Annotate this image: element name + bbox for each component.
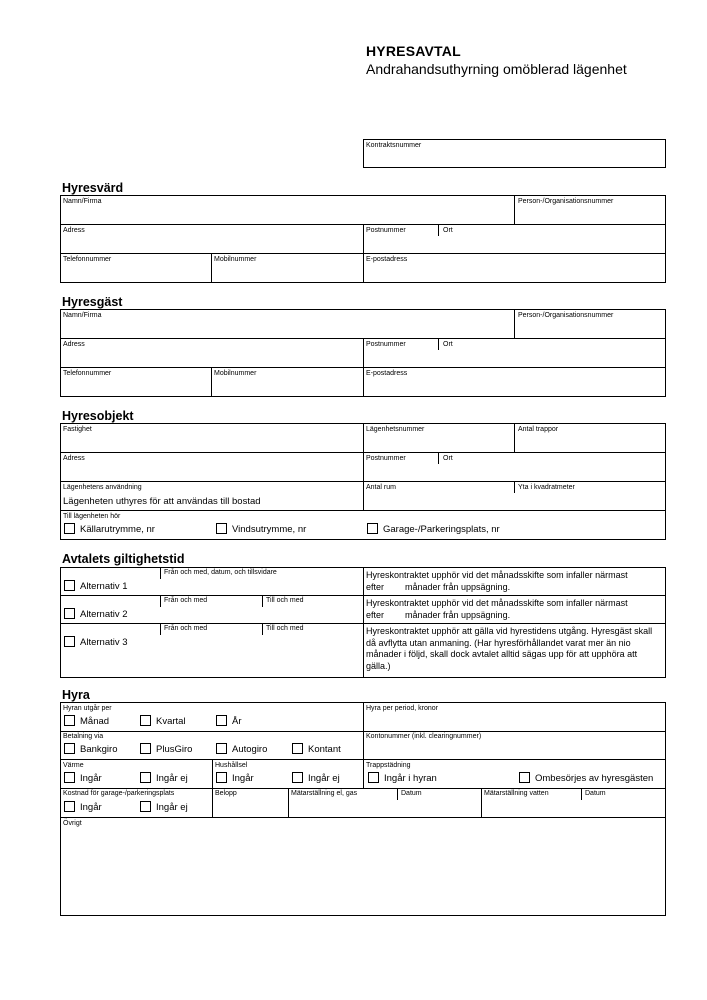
rent-heading: Hyra [62, 688, 90, 702]
garage-excluded-label: Ingår ej [156, 802, 188, 813]
plusgiro-checkbox[interactable] [140, 743, 151, 754]
household-excluded-checkbox[interactable] [292, 772, 303, 783]
property-usage-value: Lägenheten uthyres för att användas till bostad [63, 496, 261, 507]
heating-label: Värme [63, 762, 84, 769]
document-subtitle: Andrahandsuthyrning omöblerad lägenhet [366, 61, 627, 77]
alt2-label: Alternativ 2 [80, 609, 128, 620]
cash-checkbox[interactable] [292, 743, 303, 754]
landlord-postcode-field[interactable]: Postnummer [366, 227, 406, 234]
tenant-postcode-field[interactable]: Postnummer [366, 341, 406, 348]
landlord-phone-field[interactable]: Telefonnummer [63, 256, 112, 263]
garage-checkbox[interactable] [367, 523, 378, 534]
alt2-text-months: månader från uppsägning. [405, 610, 511, 620]
document-title: HYRESAVTAL [366, 43, 461, 59]
meter-electric-field[interactable]: Mätarställning el, gas [291, 790, 358, 797]
bankgiro-checkbox[interactable] [64, 743, 75, 754]
alt1-text-months: månader från uppsägning. [405, 582, 511, 592]
property-rooms-field[interactable]: Antal rum [366, 484, 396, 491]
tenant-address-field[interactable]: Adress [63, 341, 85, 348]
property-heading: Hyresobjekt [62, 409, 134, 423]
stairs-tenant-checkbox[interactable] [519, 772, 530, 783]
bankgiro-label: Bankgiro [80, 744, 118, 755]
property-apartment-number-field[interactable]: Lägenhetsnummer [366, 426, 425, 433]
alt2-text-line1: Hyreskontraktet upphör vid det månadsskifte som infaller närmast [366, 598, 628, 608]
amount-field[interactable]: Belopp [215, 790, 237, 797]
alt3-to-field[interactable]: Till och med [266, 625, 304, 632]
alt2-from-field[interactable]: Från och med [164, 597, 208, 604]
garage-included-label: Ingår [80, 802, 102, 813]
alt3-from-field[interactable]: Från och med [164, 625, 208, 632]
tenant-city-field[interactable]: Ort [443, 341, 453, 348]
landlord-mobile-field[interactable]: Mobilnummer [214, 256, 257, 263]
cellar-checkbox[interactable] [64, 523, 75, 534]
garage-excluded-checkbox[interactable] [140, 801, 151, 812]
quarter-label: Kvartal [156, 716, 186, 727]
alt1-from-field[interactable]: Från och med, datum, och tillsvidare [164, 569, 277, 576]
property-usage-label: Lägenhetens användning [63, 484, 142, 491]
autogiro-label: Autogiro [232, 744, 268, 755]
alt3-label: Alternativ 3 [80, 637, 128, 648]
household-included-label: Ingår [232, 773, 254, 784]
quarter-checkbox[interactable] [140, 715, 151, 726]
landlord-city-field[interactable]: Ort [443, 227, 453, 234]
tenant-mobile-field[interactable]: Mobilnummer [214, 370, 257, 377]
heating-included-checkbox[interactable] [64, 772, 75, 783]
heating-included-label: Ingår [80, 773, 102, 784]
landlord-heading: Hyresvärd [62, 181, 124, 195]
plusgiro-label: PlusGiro [156, 744, 193, 755]
landlord-address-field[interactable]: Adress [63, 227, 85, 234]
property-area-field[interactable]: Yta i kvadratmeter [518, 484, 575, 491]
tenant-phone-field[interactable]: Telefonnummer [63, 370, 112, 377]
property-includes-label: Till lägenheten hör [63, 513, 121, 520]
other-field[interactable]: Övrigt [63, 820, 82, 827]
garage-label: Garage-/Parkeringsplats, nr [383, 524, 500, 535]
alt3-text: Hyreskontraktet upphör att gälla vid hyrestidens utgång. Hyresgäst skall då avflytta utan anmaning. (Har hyresförhållandet varat mer än nio månader i följd, skall dock avtalet alltid sägas upp för att upphöra att gälla.) [366, 626, 653, 671]
payment-label: Betalning via [63, 733, 104, 740]
month-checkbox[interactable] [64, 715, 75, 726]
tenant-email-field[interactable]: E-postadress [366, 370, 408, 377]
stairs-included-label: Ingår i hyran [384, 773, 437, 784]
stairs-cleaning-label: Trappstädning [366, 762, 411, 769]
tenant-id-field[interactable]: Person-/Organisationsnummer [518, 312, 614, 319]
meter-water-field[interactable]: Mätarställning vatten [484, 790, 549, 797]
property-postcode-field[interactable]: Postnummer [366, 455, 406, 462]
tenant-heading: Hyresgäst [62, 295, 123, 309]
household-excluded-label: Ingår ej [308, 773, 340, 784]
tenant-name-field[interactable]: Namn/Firma [63, 312, 102, 319]
property-estate-field[interactable]: Fastighet [63, 426, 92, 433]
garage-included-checkbox[interactable] [64, 801, 75, 812]
household-label: Hushållsel [215, 762, 248, 769]
year-checkbox[interactable] [216, 715, 227, 726]
cash-label: Kontant [308, 744, 341, 755]
alt1-label: Alternativ 1 [80, 581, 128, 592]
date2-field[interactable]: Datum [585, 790, 606, 797]
landlord-id-field[interactable]: Person-/Organisationsnummer [518, 198, 614, 205]
heating-excluded-checkbox[interactable] [140, 772, 151, 783]
alt1-text-line1: Hyreskontraktet upphör vid det månadsskifte som infaller närmast [366, 570, 628, 580]
alt1-checkbox[interactable] [64, 580, 75, 591]
household-included-checkbox[interactable] [216, 772, 227, 783]
property-stairs-field[interactable]: Antal trappor [518, 426, 559, 433]
landlord-name-field[interactable]: Namn/Firma [63, 198, 102, 205]
contract-number-label: Kontraktsnummer [366, 142, 422, 149]
alt2-text-after: efter [366, 610, 385, 620]
heating-excluded-label: Ingår ej [156, 773, 188, 784]
autogiro-checkbox[interactable] [216, 743, 227, 754]
year-label: År [232, 716, 242, 727]
rent-amount-field[interactable]: Hyra per period, kronor [366, 705, 438, 712]
rent-period-label: Hyran utgår per [63, 705, 112, 712]
attic-checkbox[interactable] [216, 523, 227, 534]
stairs-tenant-label: Ombesörjes av hyresgästen [535, 773, 654, 784]
date1-field[interactable]: Datum [401, 790, 422, 797]
stairs-included-checkbox[interactable] [368, 772, 379, 783]
cellar-label: Källarutrymme, nr [80, 524, 155, 535]
alt3-checkbox[interactable] [64, 636, 75, 647]
alt1-text-after: efter [366, 582, 385, 592]
validity-heading: Avtalets giltighetstid [62, 552, 185, 566]
alt2-to-field[interactable]: Till och med [266, 597, 304, 604]
property-city-field[interactable]: Ort [443, 455, 453, 462]
account-number-field[interactable]: Kontonummer (inkl. clearingnummer) [366, 733, 482, 740]
attic-label: Vindsutrymme, nr [232, 524, 307, 535]
landlord-email-field[interactable]: E-postadress [366, 256, 408, 263]
garage-cost-label: Kostnad för garage-/parkeringsplats [63, 790, 175, 797]
alt2-checkbox[interactable] [64, 608, 75, 619]
month-label: Månad [80, 716, 110, 727]
property-address-field[interactable]: Adress [63, 455, 85, 462]
